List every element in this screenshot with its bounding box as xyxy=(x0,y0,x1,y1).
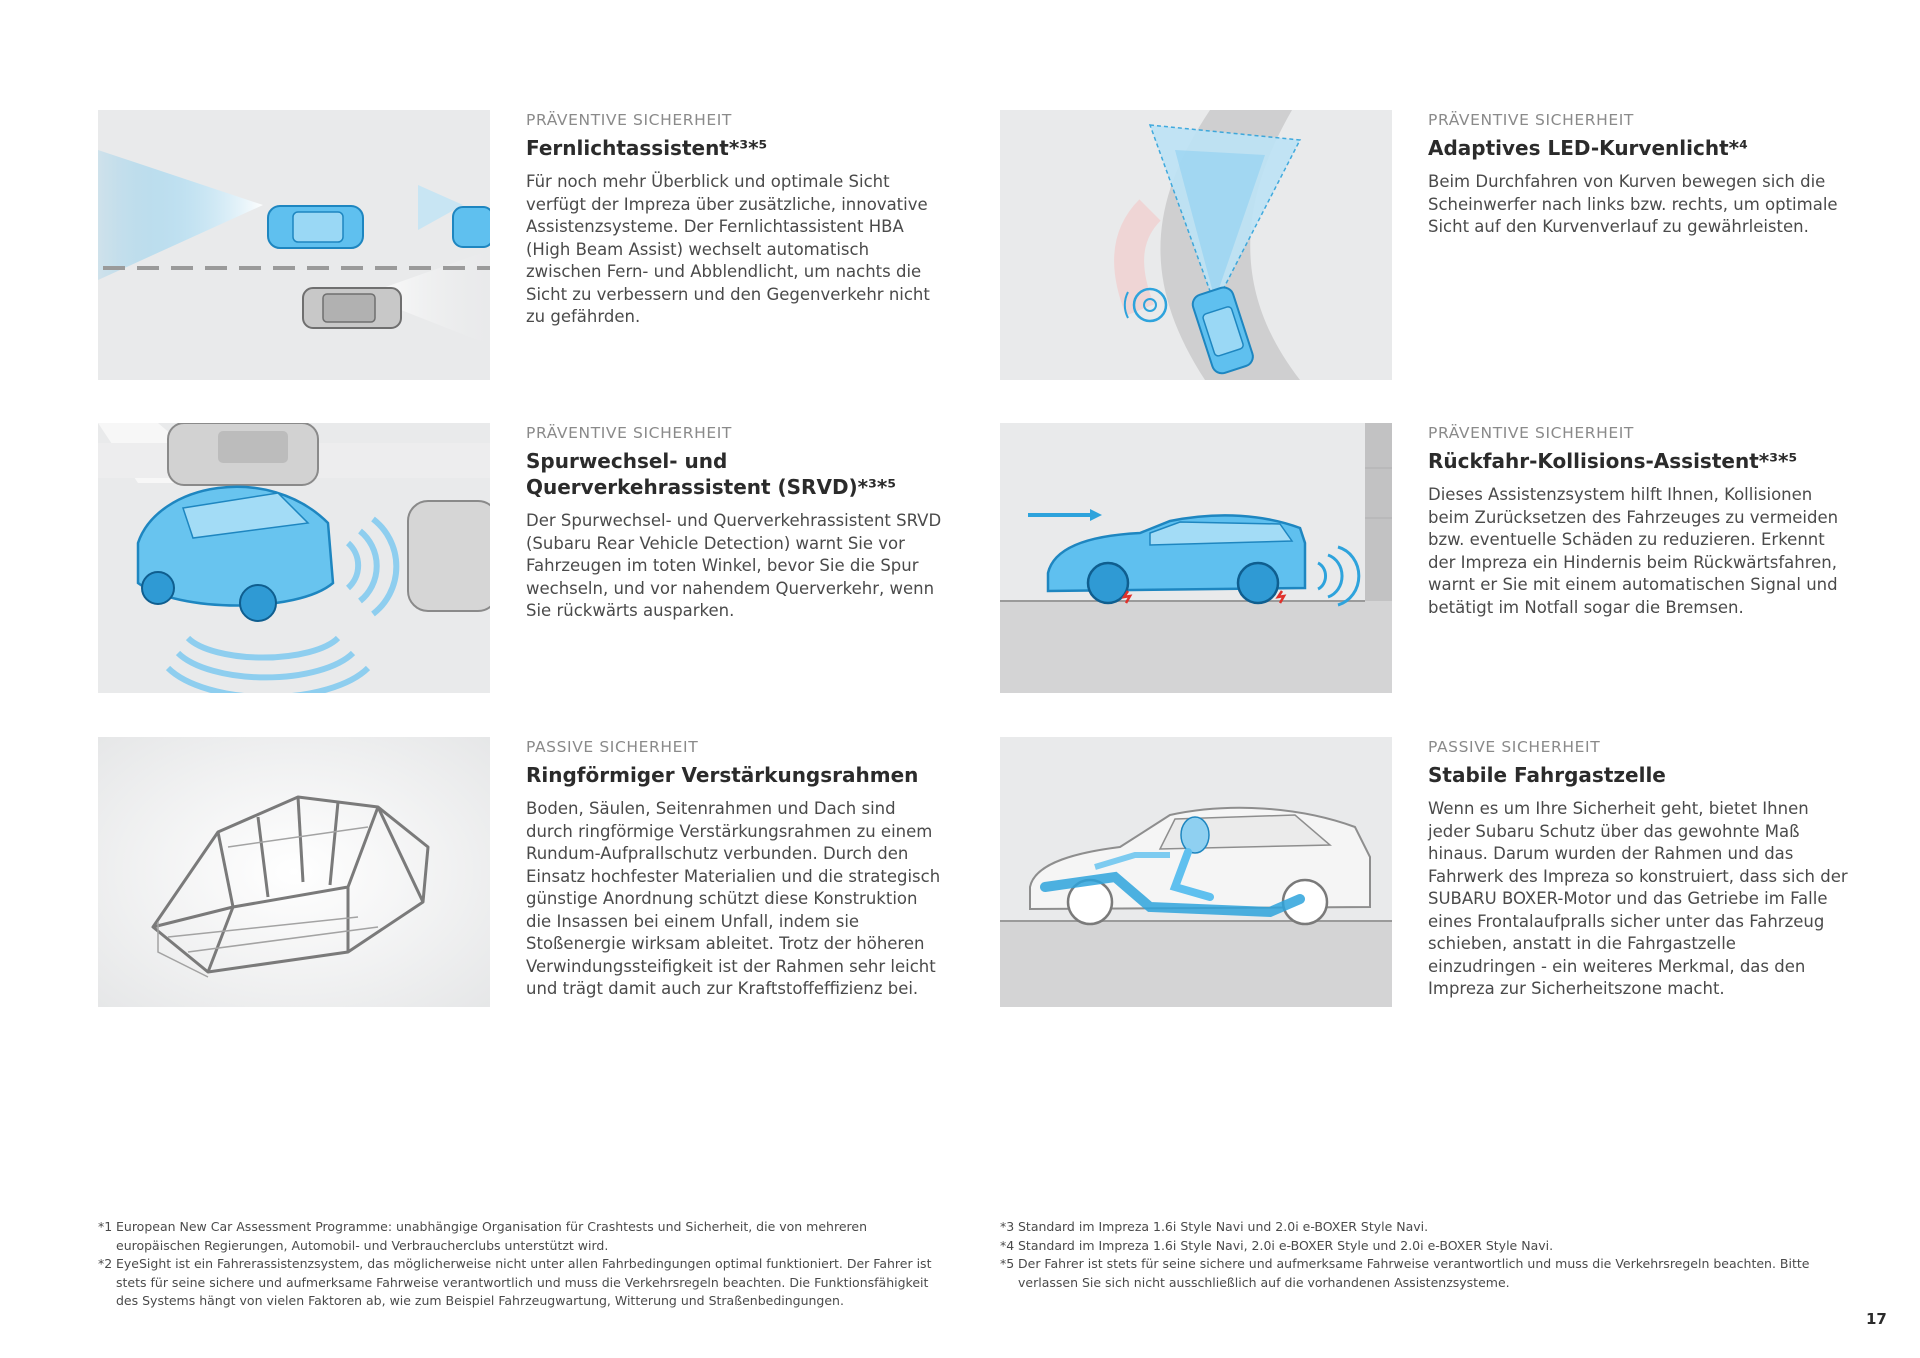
feature-rueckfahr xyxy=(1000,423,1880,695)
feature-title: Stabile Fahrgastzelle xyxy=(1428,763,1666,787)
footnote-mark: *4 xyxy=(1000,1237,1015,1253)
feature-text: Dieses Assistenzsystem hilft Ihnen, Kollisionen beim Zurücksetzen des Fahrzeuges zu vermeiden bzw. eventuelle Schäden zu reduzieren. Erkennt der Impreza ein Hindernis beim Rückwärtsfahren, warnt er Sie mit einem automatischen Signal und betätigt im Notfall sogar die Bremsen. xyxy=(1428,485,1839,617)
feature-text: Wenn es um Ihre Sicherheit geht, bietet Ihnen jeder Subaru Schutz über das gewohnte Maß hinaus. Darum wurden der Rahmen und das Fahrwerk des Impreza so konstruiert, dass sich der SUBARU BOXER-Motor und das Getriebe im Falle eines Frontalaufpralls sicher unter das Fahrzeug schieben, anstatt in die Fahrgastzelle einzudringen - ein weiteres Merkmal, das den Impreza zur Sicherheitszone macht. xyxy=(1428,799,1848,998)
feature-text: Der Spurwechsel- und Querverkehrassistent SRVD (Subaru Rear Vehicle Detection) warnt Sie vor Fahrzeugen im toten Winkel, bevor Sie die Spur wechseln, und vor nahendem Querverkehr, wenn Sie rückwärts ausparken. xyxy=(526,511,942,620)
feature-text: Boden, Säulen, Seitenrahmen und Dach sind durch ringförmige Verstärkungsrahmen zu einem Rundum-Aufprallschutz verbunden. Durch den Einsatz hochfester Materialien und die strategisch günstige Anordnung schützt diese Konstruktion die Insassen bei einem Unfall, indem sie Stoßenergie wirksam ableitet. Trotz der höheren Verwindungssteifigkeit ist der Rahmen sehr leicht und trägt damit auch zur Kraftstoffeffizienz bei. xyxy=(526,799,941,998)
footnote xyxy=(98,1218,938,1255)
footnote-mark: *5 xyxy=(1000,1256,1015,1271)
feature-fahrgastzelle xyxy=(1000,737,1880,1009)
high-beam-illustration xyxy=(98,110,490,380)
footnote-text: EyeSight ist ein Fahrerassistenzsystem, das möglicherweise nicht unter allen Fahrbedingungen optimal funktioniert. Der Fahrer ist stets für seine sichere und aufmerksame Fahrweise verantwortlich und muss die Verkehrsregeln beachten. Die Funktionsfähigkeit des Systems hängt von vielen Faktoren ab, wie zum Beispiel Fahrzeugwartung, Witterung und Straßenbedingungen. xyxy=(116,1256,932,1308)
footnotes-right xyxy=(1000,1218,1850,1292)
feature-title: Ringförmiger Verstärkungsrahmen xyxy=(526,763,919,787)
reverse-braking-illustration xyxy=(1000,423,1392,693)
footnote-text: Standard im Impreza 1.6i Style Navi, 2.0i e-BOXER Style und 2.0i e-BOXER Style Navi. xyxy=(1018,1237,1554,1253)
footnote xyxy=(1000,1237,1850,1256)
feature-verstaerkungsrahmen xyxy=(98,737,978,1009)
passenger-cell-illustration xyxy=(1000,737,1392,1007)
curve-light-illustration xyxy=(1000,110,1392,380)
footnote xyxy=(98,1255,938,1311)
feature-title: Rückfahr-Kollisions-Assistent*³*⁵ xyxy=(1428,449,1798,473)
footnote xyxy=(1000,1218,1850,1237)
blind-spot-illustration xyxy=(98,423,490,693)
footnotes-left xyxy=(98,1218,938,1311)
feature-category: PRÄVENTIVE SICHERHEIT xyxy=(526,111,732,129)
feature-title: Spurwechsel- und Querverkehrassistent (SRVD)*³*⁵ xyxy=(526,449,897,499)
footnote-text: European New Car Assessment Programme: unabhängige Organisation für Crashtests und Sicherheit, die von mehreren europäischen Regierungen, Automobil- und Verbraucherclubs unterstützt wird. xyxy=(116,1219,868,1253)
feature-category: PASSIVE SICHERHEIT xyxy=(526,738,699,756)
feature-category: PASSIVE SICHERHEIT xyxy=(1428,738,1601,756)
feature-kurvenlicht xyxy=(1000,110,1880,382)
footnote-mark: *1 xyxy=(98,1219,113,1234)
feature-srvd xyxy=(98,423,978,695)
feature-text: Für noch mehr Überblick und optimale Sicht verfügt der Impreza über zusätzliche, innovative Assistenzsysteme. Der Fernlichtassistent HBA (High Beam Assist) wechselt automatisch zwischen Fern- und Abblendlicht, um nachts die Sicht zu verbessern und den Gegenverkehr nicht zu gefährden. xyxy=(526,172,930,326)
footnote xyxy=(1000,1255,1850,1292)
footnote-mark: *2 xyxy=(98,1256,113,1271)
feature-title: Adaptives LED-Kurvenlicht*⁴ xyxy=(1428,136,1748,160)
feature-category: PRÄVENTIVE SICHERHEIT xyxy=(526,424,732,442)
feature-category: PRÄVENTIVE SICHERHEIT xyxy=(1428,111,1634,129)
feature-fernlichtassistent xyxy=(98,110,978,382)
footnote-text: Der Fahrer ist stets für seine sichere und aufmerksame Fahrweise verantwortlich und muss die Verkehrsregeln beachten. Bitte verlassen Sie sich nicht ausschließlich auf die vorhandenen Assistenzsysteme. xyxy=(1018,1256,1810,1290)
feature-title: Fernlichtassistent*³*⁵ xyxy=(526,136,768,160)
page-number: 17 xyxy=(1866,1310,1887,1328)
footnote-text: Standard im Impreza 1.6i Style Navi und 2.0i e-BOXER Style Navi. xyxy=(1018,1219,1429,1234)
feature-text: Beim Durchfahren von Kurven bewegen sich die Scheinwerfer nach links bzw. rechts, um optimale Sicht auf den Kurvenverlauf zu gewährleisten. xyxy=(1428,172,1838,236)
body-frame-illustration xyxy=(98,737,490,1007)
feature-category: PRÄVENTIVE SICHERHEIT xyxy=(1428,424,1634,442)
footnote-mark: *3 xyxy=(1000,1219,1015,1234)
